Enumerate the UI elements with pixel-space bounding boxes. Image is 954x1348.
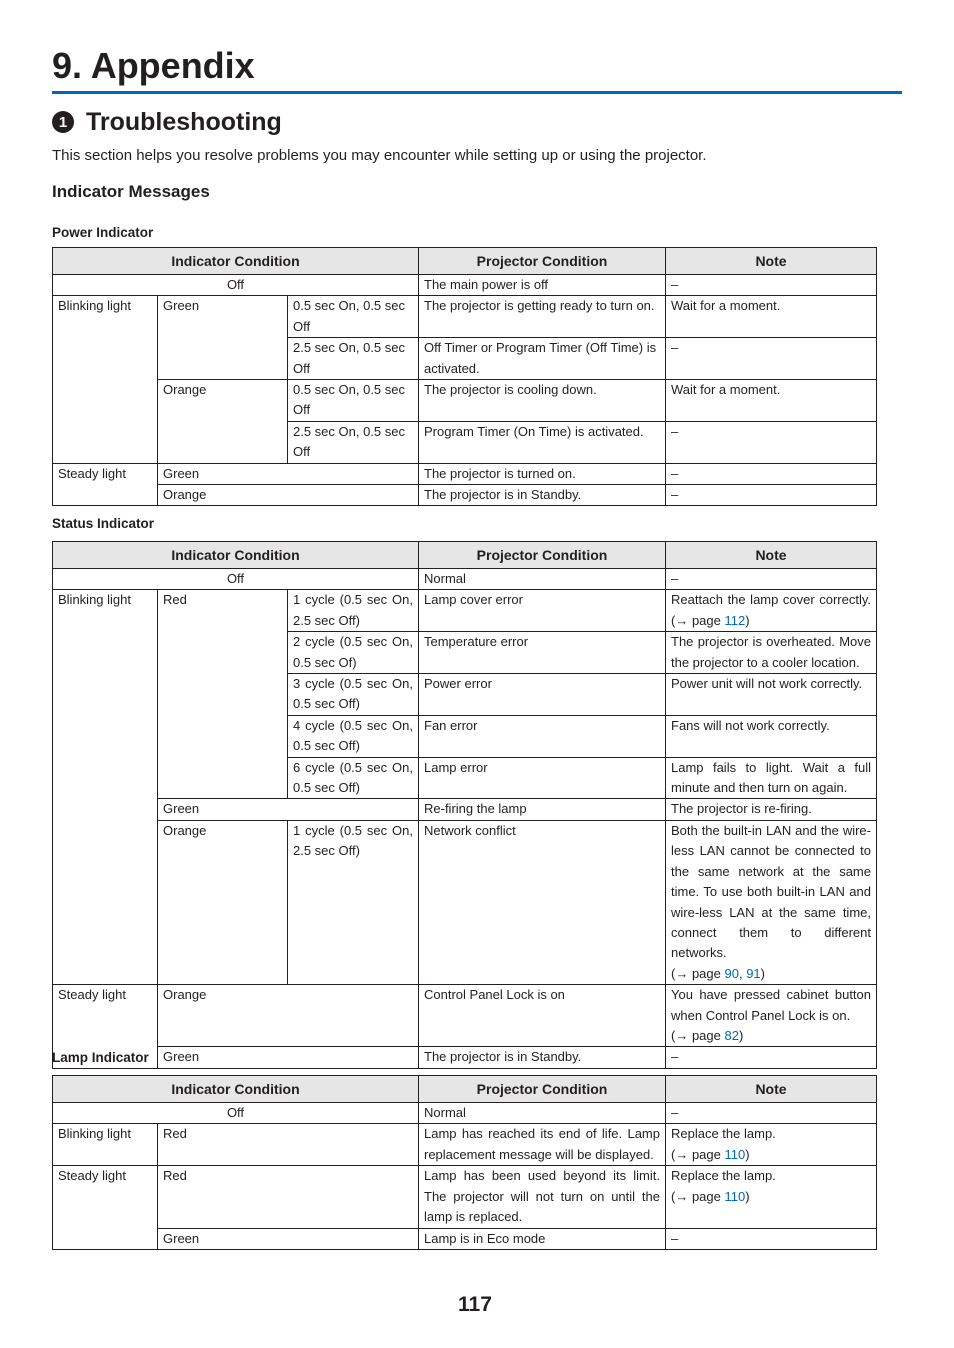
condition-cell: Re-firing the lamp xyxy=(419,799,666,820)
note-text: You have pressed cabinet button when Control Panel Lock is on. xyxy=(671,987,871,1023)
note-cell xyxy=(666,985,877,1047)
note-text: (→ page xyxy=(671,965,725,981)
note-text: Replace the lamp. xyxy=(671,1126,776,1142)
section-title: Troubleshooting xyxy=(86,107,282,136)
condition-cell: Off Timer or Program Timer (Off Time) is activated. xyxy=(419,338,666,380)
color-cell: Green xyxy=(158,1228,419,1249)
note-cell: – xyxy=(666,1103,877,1124)
table-row xyxy=(53,1124,877,1166)
note-cell: – xyxy=(666,1228,877,1249)
table-row xyxy=(53,799,877,820)
table-row xyxy=(53,296,877,338)
table-row xyxy=(53,485,877,506)
header-note: Note xyxy=(666,542,877,569)
timing-cell: 0.5 sec On, 0.5 sec Off xyxy=(288,380,419,422)
condition-cell: Temperature error xyxy=(419,632,666,674)
table-header-row xyxy=(53,1076,877,1103)
color-cell: Orange xyxy=(158,380,288,464)
color-cell: Green xyxy=(158,463,419,484)
note-cell: – xyxy=(666,338,877,380)
condition-cell: The projector is getting ready to turn on. xyxy=(419,296,666,338)
timing-cell: 6 cycle (0.5 sec On, 0.5 sec Off) xyxy=(288,757,419,799)
color-cell: Green xyxy=(158,1047,419,1068)
power-indicator-heading: Power Indicator xyxy=(52,225,154,240)
table-row xyxy=(53,985,877,1047)
indicator-cell: Off xyxy=(53,275,419,296)
condition-cell: Network conflict xyxy=(419,820,666,984)
power-indicator-table xyxy=(52,247,877,506)
note-text: (→ page xyxy=(671,1027,725,1043)
note-text: Both the built-in LAN and the wire-less LAN cannot be connected to the same network at the same time. To use both built-in LAN and wire-less LAN at the same time, connect them to different networks. xyxy=(671,822,871,961)
indicator-cell: Off xyxy=(53,569,419,590)
condition-cell: Normal xyxy=(419,1103,666,1124)
note-text: (→ page xyxy=(671,1188,725,1204)
table-header-row xyxy=(53,542,877,569)
status-indicator-table xyxy=(52,541,877,1069)
color-cell: Red xyxy=(158,1124,419,1166)
condition-cell: Normal xyxy=(419,569,666,590)
note-cell: – xyxy=(666,275,877,296)
chapter-title: 9. Appendix xyxy=(52,45,255,86)
header-note: Note xyxy=(666,248,877,275)
indicator-cell: Blinking light xyxy=(53,1124,158,1166)
note-cell: – xyxy=(666,1047,877,1068)
header-projector-condition: Projector Condition xyxy=(419,1076,666,1103)
table-row xyxy=(53,1166,877,1228)
timing-cell: 3 cycle (0.5 sec On, 0.5 sec Off) xyxy=(288,674,419,716)
header-indicator-condition: Indicator Condition xyxy=(53,542,419,569)
color-cell: Green xyxy=(158,799,419,820)
note-text: , xyxy=(738,965,747,981)
note-cell: – xyxy=(666,463,877,484)
condition-cell: Lamp has reached its end of life. Lamp replacement message will be displayed. xyxy=(419,1124,666,1166)
indicator-cell: Blinking light xyxy=(53,296,158,463)
timing-cell: 2 cycle (0.5 sec On, 0.5 sec Of) xyxy=(288,632,419,674)
note-text: ) xyxy=(745,1146,750,1162)
note-cell xyxy=(666,1166,877,1228)
indicator-cell: Steady light xyxy=(53,1166,158,1250)
condition-cell: Program Timer (On Time) is activated. xyxy=(419,421,666,463)
color-cell: Red xyxy=(158,590,288,799)
note-cell: Lamp fails to light. Wait a full minute and then turn on again. xyxy=(666,757,877,799)
note-cell: – xyxy=(666,485,877,506)
note-cell: The projector is re-firing. xyxy=(666,799,877,820)
color-cell: Orange xyxy=(158,485,419,506)
timing-cell: 1 cycle (0.5 sec On, 2.5 sec Off) xyxy=(288,590,419,632)
note-cell xyxy=(666,820,877,984)
intro-text: This section helps you resolve problems you may encounter while setting up or using the projector. xyxy=(52,147,707,164)
timing-cell: 1 cycle (0.5 sec On, 2.5 sec Off) xyxy=(288,820,419,984)
condition-cell: The projector is cooling down. xyxy=(419,380,666,422)
note-cell: – xyxy=(666,569,877,590)
color-cell: Orange xyxy=(158,820,288,984)
note-text: ) xyxy=(738,1027,744,1043)
condition-cell: Power error xyxy=(419,674,666,716)
chapter-rule xyxy=(52,91,902,94)
note-text: Reattach the lamp cover correctly. (→ page xyxy=(671,592,871,628)
note-cell: Wait for a moment. xyxy=(666,380,877,422)
table-row xyxy=(53,1228,877,1249)
header-projector-condition: Projector Condition xyxy=(419,542,666,569)
condition-cell: The main power is off xyxy=(419,275,666,296)
header-indicator-condition: Indicator Condition xyxy=(53,248,419,275)
condition-cell: The projector is turned on. xyxy=(419,463,666,484)
note-text: ) xyxy=(745,612,750,628)
page-number: 117 xyxy=(458,1293,492,1316)
note-text: (→ page xyxy=(671,1146,725,1162)
note-cell: – xyxy=(666,421,877,463)
page-link[interactable]: 110 xyxy=(724,1146,746,1162)
table-row xyxy=(53,1103,877,1124)
page-link[interactable]: 112 xyxy=(724,612,746,628)
condition-cell: Lamp error xyxy=(419,757,666,799)
section-number-badge: 1 xyxy=(52,111,74,133)
timing-cell: 4 cycle (0.5 sec On, 0.5 sec Off) xyxy=(288,715,419,757)
condition-cell: Lamp has been used beyond its limit. The projector will not turn on until the lamp is replaced. xyxy=(419,1166,666,1228)
section-heading xyxy=(52,106,282,138)
page-link[interactable]: 90 xyxy=(724,965,739,981)
note-text: ) xyxy=(760,965,765,981)
indicator-cell: Steady light xyxy=(53,463,158,506)
table-row xyxy=(53,380,877,422)
page-link[interactable]: 91 xyxy=(746,965,761,981)
timing-cell: 2.5 sec On, 0.5 sec Off xyxy=(288,338,419,380)
indicator-cell: Off xyxy=(53,1103,419,1124)
note-text: Replace the lamp. xyxy=(671,1168,776,1184)
note-cell: Power unit will not work correctly. xyxy=(666,674,877,716)
table-row xyxy=(53,1047,877,1068)
note-text: ) xyxy=(745,1188,750,1204)
lamp-indicator-table xyxy=(52,1075,877,1250)
table-row xyxy=(53,463,877,484)
condition-cell: The projector is in Standby. xyxy=(419,1047,666,1068)
header-note: Note xyxy=(666,1076,877,1103)
indicator-cell: Blinking light xyxy=(53,590,158,985)
timing-cell: 0.5 sec On, 0.5 sec Off xyxy=(288,296,419,338)
color-cell: Red xyxy=(158,1166,419,1228)
condition-cell: The projector is in Standby. xyxy=(419,485,666,506)
page-link[interactable]: 82 xyxy=(724,1027,739,1043)
table-row xyxy=(53,569,877,590)
status-indicator-heading: Status Indicator xyxy=(52,516,155,531)
indicator-cell: Steady light xyxy=(53,985,158,1069)
table-row xyxy=(53,820,877,984)
note-cell xyxy=(666,1124,877,1166)
note-cell: The projector is overheated. Move the projector to a cooler location. xyxy=(666,632,877,674)
color-cell: Green xyxy=(158,296,288,380)
note-cell xyxy=(666,590,877,632)
note-cell: Wait for a moment. xyxy=(666,296,877,338)
page-link[interactable]: 110 xyxy=(724,1188,746,1204)
subsection-title: Indicator Messages xyxy=(52,182,210,201)
condition-cell: Control Panel Lock is on xyxy=(419,985,666,1047)
table-row xyxy=(53,275,877,296)
timing-cell: 2.5 sec On, 0.5 sec Off xyxy=(288,421,419,463)
header-projector-condition: Projector Condition xyxy=(419,248,666,275)
lamp-indicator-heading: Lamp Indicator xyxy=(52,1050,149,1065)
condition-cell: Fan error xyxy=(419,715,666,757)
condition-cell: Lamp cover error xyxy=(419,590,666,632)
note-cell: Fans will not work correctly. xyxy=(666,715,877,757)
table-header-row xyxy=(53,248,877,275)
header-indicator-condition: Indicator Condition xyxy=(53,1076,419,1103)
table-row xyxy=(53,590,877,632)
condition-cell: Lamp is in Eco mode xyxy=(419,1228,666,1249)
color-cell: Orange xyxy=(158,985,419,1047)
